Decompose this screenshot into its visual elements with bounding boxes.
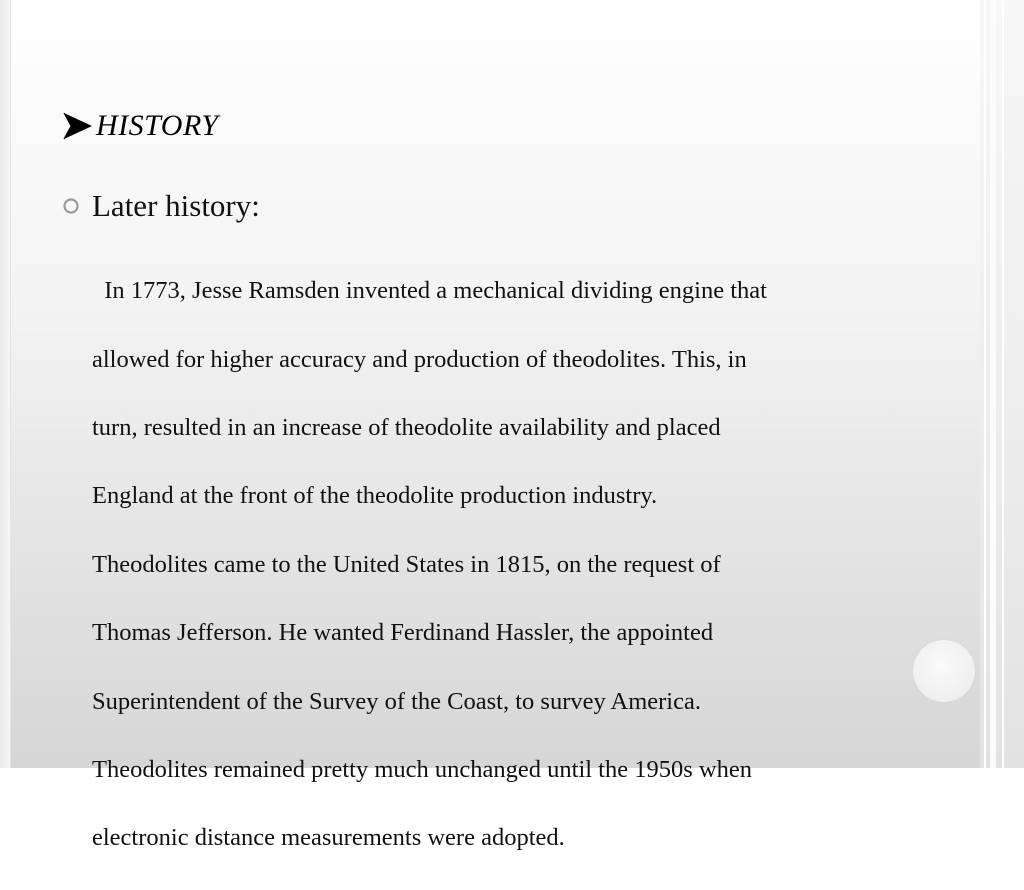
- arrowhead-bullet-icon: [62, 111, 94, 141]
- subheading: Later history:: [92, 188, 260, 223]
- body-paragraph: [92, 240, 892, 890]
- body-line: Thomas Jefferson. He wanted Ferdinand Hassler, the appointed: [92, 619, 714, 647]
- circle-bullet-icon: [62, 197, 80, 215]
- slide-right-stripe: [984, 0, 986, 768]
- body-line: Theodolites came to the United States in 1815, on the request of: [92, 550, 721, 578]
- body-line: electronic distance measurements were adopted.: [92, 824, 565, 852]
- body-line: Theodolites remained pretty much unchanged until the 1950s when: [92, 756, 752, 784]
- body-line: In 1773, Jesse Ramsden invented a mechanical dividing engine that: [92, 277, 767, 305]
- decorative-circle: [913, 640, 975, 702]
- slide-title: HISTORY: [96, 109, 219, 142]
- body-line: Superintendent of the Survey of the Coast, to survey America.: [92, 687, 701, 715]
- body-line: allowed for higher accuracy and production of theodolites. This, in: [92, 345, 747, 373]
- slide-title-row: [62, 106, 218, 146]
- slide-right-stripe: [1002, 0, 1004, 768]
- body-line: England at the front of the theodolite production industry.: [92, 482, 658, 510]
- bullet-item: [62, 186, 260, 226]
- body-line: turn, resulted in an increase of theodolite availability and placed: [92, 414, 721, 442]
- slide-right-stripe: [990, 0, 996, 768]
- slide-left-edge: [0, 0, 11, 768]
